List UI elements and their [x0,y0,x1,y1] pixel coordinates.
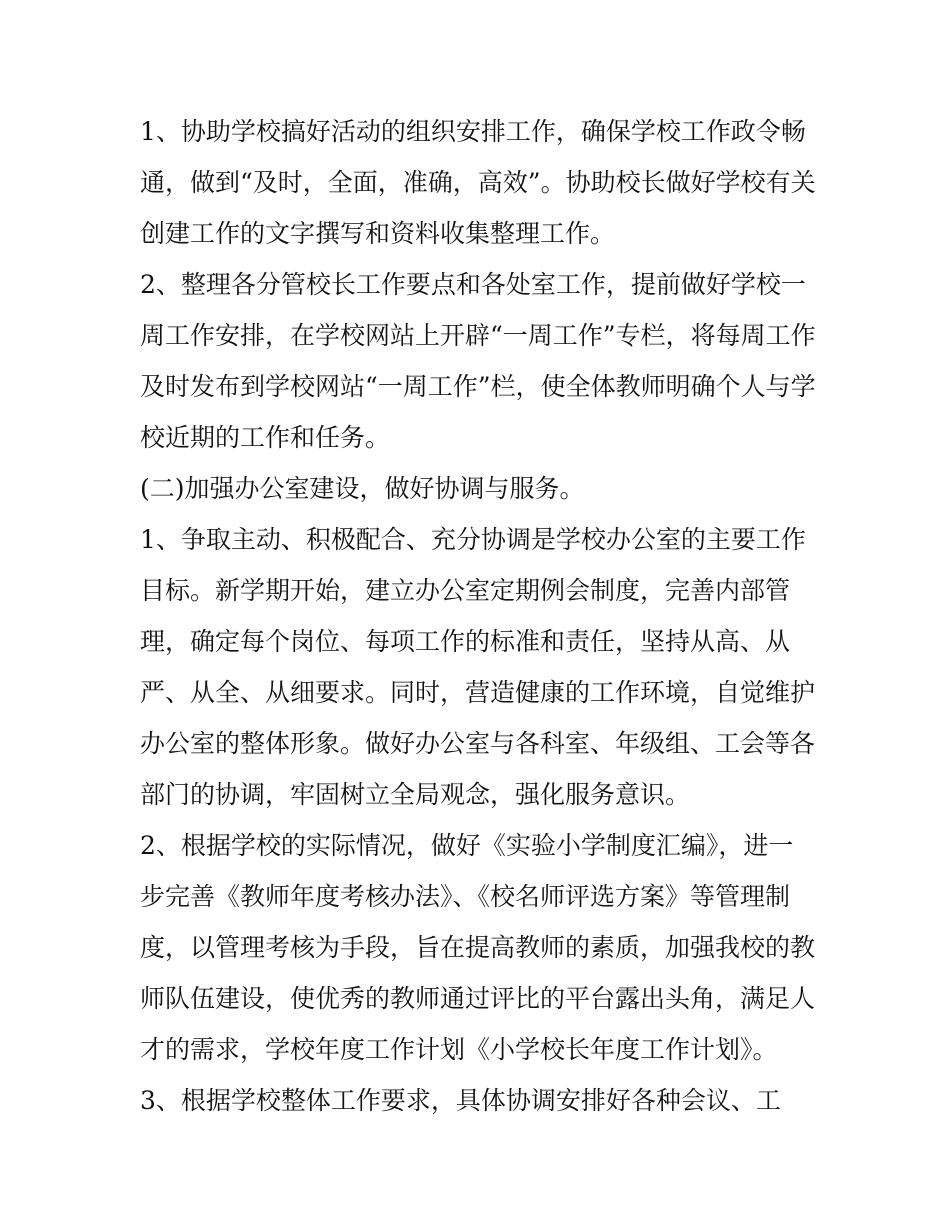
text-line: 度，以管理考核为手段，旨在提高教师的素质，加强我校的教 [140,933,816,962]
document-body [140,106,820,1126]
text-line: 2、根据学校的实际情况，做好《实验小学制度汇编》，进一 [140,831,794,860]
text-line: 1、争取主动、积极配合、充分协调是学校办公室的主要工作 [140,525,806,554]
text-line: 部门的协调，牢固树立全局观念，强化服务意识。 [140,780,691,809]
text-line: 3、根据学校整体工作要求，具体协调安排好各种会议、工 [140,1086,781,1115]
text-line: 校近期的工作和任务。 [140,423,391,452]
text-line: 目标。新学期开始，建立办公室定期例会制度，完善内部管 [140,576,791,605]
text-line: 师队伍建设，使优秀的教师通过评比的平台露出头角，满足人 [140,984,816,1013]
text-line: 周工作安排，在学校网站上开辟“一周工作”专栏，将每周工作 [140,321,816,350]
section-heading: (二)加强办公室建设，做好协调与服务。 [140,474,585,503]
text-line: 1、协助学校搞好活动的组织安排工作，确保学校工作政令畅 [140,117,806,146]
text-line: 办公室的整体形象。做好办公室与各科室、年级组、工会等各 [140,729,816,758]
text-line: 才的需求，学校年度工作计划《小学校长年度工作计划》。 [140,1035,778,1064]
text-line: 理，确定每个岗位、每项工作的标准和责任，坚持从高、从 [140,627,791,656]
text-line: 创建工作的文字撰写和资料收集整理工作。 [140,219,616,248]
text-line: 通，做到“及时，全面，准确，高效”。协助校长做好学校有关 [140,168,816,197]
text-line: 2、整理各分管校长工作要点和各处室工作，提前做好学校一 [140,270,806,299]
text-line: 及时发布到学校网站“一周工作”栏，使全体教师明确个人与学 [140,372,816,401]
text-line: 步完善《教师年度考核办法》、《校名师评选方案》等管理制 [140,882,791,911]
text-line: 严、从全、从细要求。同时，营造健康的工作环境，自觉维护 [140,678,816,707]
